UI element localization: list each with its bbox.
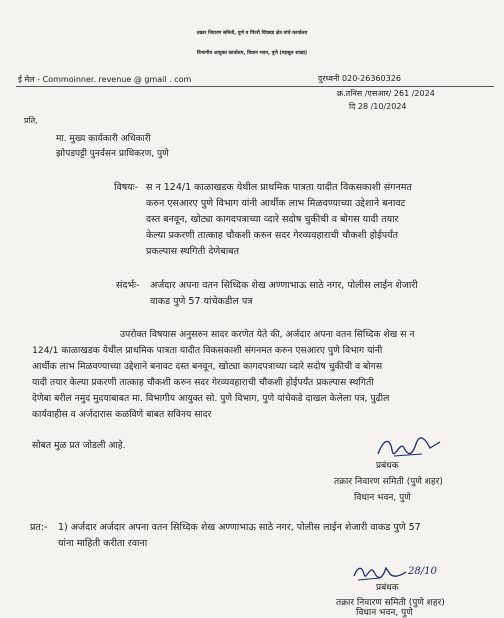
subject-label: विषयः- bbox=[114, 182, 139, 193]
copy-recipient: 1) अर्जदार अर्जदार अपना वतन सिध्दिक शेख अण्णाभाऊ साठे नगर, पोलीस लाईन शेजारी वाकड पुणे 57 bbox=[58, 522, 421, 533]
letter-date: दि 28 /10/2024 bbox=[349, 102, 407, 111]
body-line: देणेबा बरील नमुद मुदयाबाबत मा. विभागीय आयुक्त सो. पुणे विभाग, पुणे यांचेकडे दाखल केलेला पत्र, पुढील bbox=[32, 393, 390, 404]
recipient-designation: मा. मुख्य कार्यकारी अधिकारी bbox=[56, 134, 151, 144]
body-line: उपरोक्त विषयास अनुसरुन सादर करणेत येते की, अर्जदार अपना वतन सिध्दिक शेख स न bbox=[120, 329, 415, 340]
reference-line: अर्जदार अपना वतन सिध्दिक शेख अण्णाभाऊ साठे नगर, पोलीस लाईन शेजारी bbox=[150, 280, 418, 291]
copy-label: प्रत:- bbox=[30, 522, 48, 533]
handwritten-date: 28/10 bbox=[408, 566, 437, 577]
body-line: कार्यवाहीस व अर्जदारास कळविणे बाबत सविनय सादर bbox=[32, 409, 212, 420]
handwritten-signature-icon bbox=[374, 434, 444, 460]
copy-purpose: यांना माहिती करीता रवाना bbox=[58, 538, 148, 549]
subject-line: केल्या प्रकरणी तात्काह चौकशी करुन सदर गेरव्यवहाराची चौकशी होईपर्यंत bbox=[146, 230, 399, 241]
signatory-office: तक्रार निवारण समिती (पुणे शहर) bbox=[336, 598, 445, 608]
reference-number: क्र.तनिस /एसआर/ 261 /2024 bbox=[337, 89, 435, 98]
reference-line: वाकड पुणे 57 यांचेकडील पत्र bbox=[150, 296, 253, 307]
subject-line: स न 124/1 काळाखडक येथील प्राथमिक पात्रता यादीत विकसकाशी संगनमत bbox=[146, 182, 412, 193]
body-line: आर्थीक लाभ मिळवण्याच्या उद्देशाने बनावट दस्त बनवून, खोट्या कागदपत्राच्या व्दारे सदोष चुकीची व बोगस bbox=[32, 361, 383, 372]
prati-label: प्रति, bbox=[24, 116, 38, 125]
body-line: यादी तयार केल्या प्रकरणी तात्काह चौकशी करुन सदर गेरव्यवहाराची चौकशी होईपर्यंत प्रकल्पास स्थगिती bbox=[32, 377, 374, 388]
subject-line: दस्त बनवून, खोट्या कागदपत्राच्या व्दारे सदोष चुकीची व बोगस यादी तयार bbox=[146, 214, 399, 225]
body-line: 124/1 काळाखडक येथील प्राथमिक पात्रता यादीत विकसकाशी संगनमत करुन एसआरए पुणे विभाग यांनी bbox=[32, 345, 383, 356]
reference-label: संदर्भः- bbox=[116, 280, 140, 291]
signatory-address: विधान भवन, पुणे bbox=[354, 493, 411, 503]
office-heading-line1: तक्रार निवारण समिती, पुणे व पिंपरी चिंचवड क्षेत्र यांचे कार्यालय bbox=[196, 31, 308, 36]
subject-line: प्रकल्पास स्थगिती देणेबाबत bbox=[146, 246, 239, 257]
recipient-organization: झोपडपट्टी पुनर्वसन प्राधिकरण, पुणे bbox=[56, 149, 169, 159]
signatory-title: प्रबंधक bbox=[376, 583, 399, 593]
office-phone: दुरध्वनी 020-26360326 bbox=[318, 74, 401, 83]
subject-line: करुन एसआरए पुणे विभाग यांनी आर्थीक लाभ मिळवण्याच्या उद्देशाने बनावट bbox=[146, 198, 406, 209]
signatory-address: विधान भवन, पुणे bbox=[356, 608, 413, 618]
enclosure-note: सोबत मुळ प्रत जोडली आहे. bbox=[32, 440, 126, 451]
office-heading-line2: विभागीय आयुक्त कार्यालय, विधान भवन, पुणे (महसूल शाखा) bbox=[196, 51, 308, 56]
signatory-title: प्रबंधक bbox=[376, 461, 399, 471]
header-divider bbox=[16, 86, 494, 87]
office-email: ई मेल - Commoinner. revenue @ gmail . com bbox=[18, 75, 192, 84]
signatory-office: तक्रार निवारण समिती (पुणे शहर) bbox=[334, 477, 443, 487]
